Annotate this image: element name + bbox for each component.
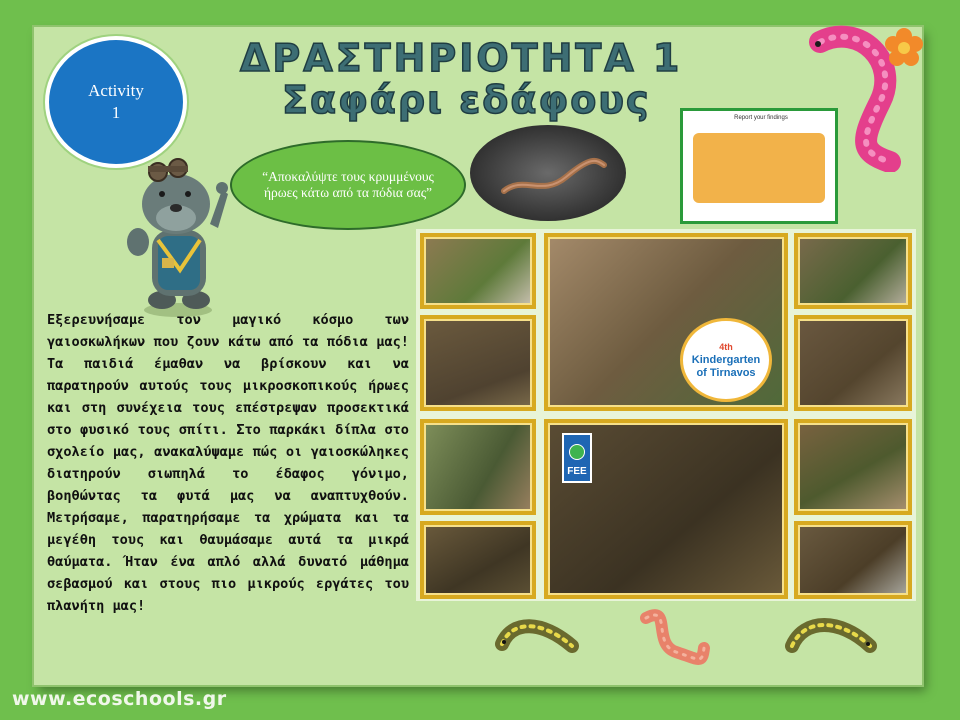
pink-worm-decoration [632,604,712,674]
activity-badge [45,36,187,168]
kindergarten-number: 4th [719,341,733,352]
kindergarten-name: Kindergarten [691,353,761,366]
page-title-line1: ΔΡΑΣΤΗΡΙΟΤΗΤΑ 1 [240,36,683,80]
activity-badge-number: 1 [111,103,121,122]
collage-photo [794,315,912,411]
globe-icon [569,444,585,460]
pink-worm-flower-decoration [800,22,940,172]
quote-text: “Αποκαλύψτε τους κρυμμένους ήρωες κάτω από τα πόδια σας” [262,169,434,200]
earthworm-in-glove-image [470,125,626,221]
collage-photo [420,315,536,411]
report-card-title: Report your findings [734,115,788,121]
earthworm-photo [470,125,626,221]
activity-description: Εξερευνήσαμε τον μαγικό κόσμο των γαιοσκωλήκων που ζουν κάτω από τα πόδια μας! Τα παιδιά έμαθαν να βρίσκουν και να παρατηρούν αυτούς τους μικροσκοπικούς ήρωες και στη συνέχεια τους επέστρεψαν προσεκτικά στο φυσικό τους σπίτι. Στο παρκάκι δίπλα στο σχολείο μας, ανακαλύψαμε πώς οι γαιοσκώληκες διατηρούν σιωπηλά το έδαφος γόνιμο, βοηθώντας τα φυτά μας να αναπτυχθούν. Μετρήσαμε, παρατηρήσαμε τα χρώματα και τα μεγέθη τους και θαυμάσαμε αυτά τα μικρά θαύματα. Ήταν ένα απλό αλλά δυνατό μάθημα σεβασμού και στους πιο μικρούς εργάτες του πλανήτη μας! [47,312,409,614]
green-worm-decoration-right [780,610,880,660]
kindergarten-badge [680,318,772,402]
fee-logo [562,433,592,483]
kindergarten-town: of Tirnavos [696,366,756,379]
page-title-line2: Σαφάρι εδάφους [282,78,651,122]
collage-photo [794,419,912,515]
collage-photo [420,419,536,515]
collage-photo [420,521,536,599]
green-worm-decoration [492,610,582,660]
mole-mascot-illustration [118,150,238,320]
fee-logo-text: FEE [567,466,587,477]
footer-url: www.ecoschools.gr [12,688,227,710]
collage-photo [794,233,912,309]
collage-photo [420,233,536,309]
activity-badge-label: Activity [88,81,144,100]
quote-bubble [230,140,466,230]
collage-photo [794,521,912,599]
